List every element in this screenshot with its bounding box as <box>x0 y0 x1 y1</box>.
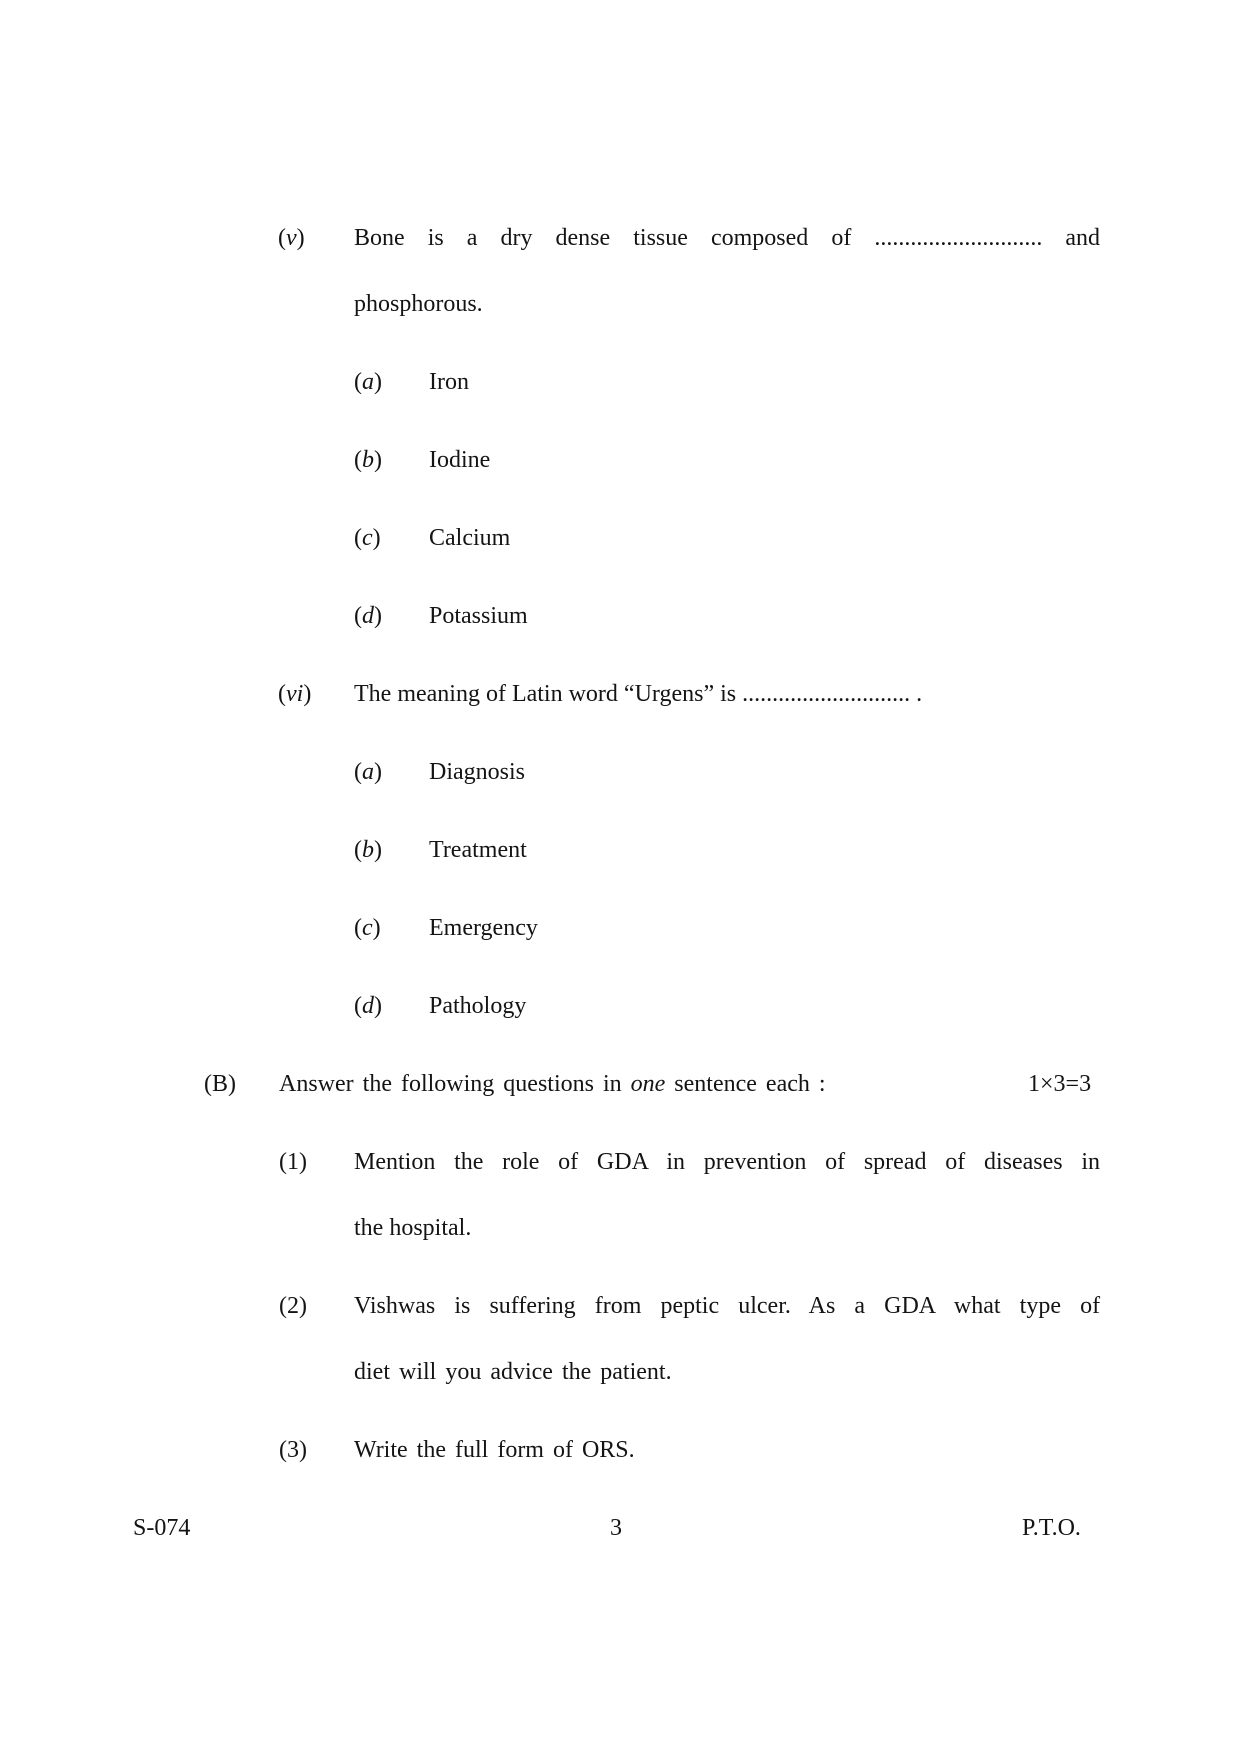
option-text: Calcium <box>429 525 511 551</box>
option-label: (b) <box>354 837 382 863</box>
footer-page-number: 3 <box>610 1515 622 1541</box>
section-b-instruction: Answer the following questions in one sentence each : <box>279 1071 826 1097</box>
section-b-item-1-line2: the hospital. <box>354 1215 472 1241</box>
option-label: (d) <box>354 603 382 629</box>
option-text: Treatment <box>429 837 527 863</box>
option-text: Potassium <box>429 603 528 629</box>
option-label: (c) <box>354 525 381 551</box>
question-vi-label: (vi) <box>278 681 312 707</box>
section-b-marks: 1×3=3 <box>1028 1071 1092 1097</box>
section-b-item-2-line1: Vishwas is suffering from peptic ulcer. As a GDA what type of <box>354 1293 1101 1319</box>
question-v-label: (v) <box>278 225 305 251</box>
option-label: (d) <box>354 993 382 1019</box>
question-v-text-line1: Bone is a dry dense tissue composed of ............................ and <box>354 225 1101 251</box>
footer-pto: P.T.O. <box>1022 1515 1081 1541</box>
option-text: Iodine <box>429 447 491 473</box>
question-v-text-line2: phosphorous. <box>354 291 483 317</box>
section-b-label: (B) <box>204 1071 236 1097</box>
section-b-item-1-line1: Mention the role of GDA in prevention of spread of diseases in <box>354 1149 1100 1175</box>
section-b-item-number: (3) <box>279 1437 307 1463</box>
section-b-item-number: (2) <box>279 1293 307 1319</box>
option-text: Emergency <box>429 915 538 941</box>
question-vi-text: The meaning of Latin word “Urgens” is ............................ . <box>354 681 923 707</box>
section-b-item-number: (1) <box>279 1149 307 1175</box>
section-b-item-2-line2: diet will you advice the patient. <box>354 1359 672 1385</box>
option-text: Iron <box>429 369 469 395</box>
option-text: Pathology <box>429 993 527 1019</box>
option-label: (a) <box>354 369 382 395</box>
option-label: (a) <box>354 759 382 785</box>
footer-paper-code: S-074 <box>133 1515 191 1541</box>
option-label: (c) <box>354 915 381 941</box>
section-b-item-3-text: Write the full form of ORS. <box>354 1437 635 1463</box>
option-label: (b) <box>354 447 382 473</box>
option-text: Diagnosis <box>429 759 525 785</box>
